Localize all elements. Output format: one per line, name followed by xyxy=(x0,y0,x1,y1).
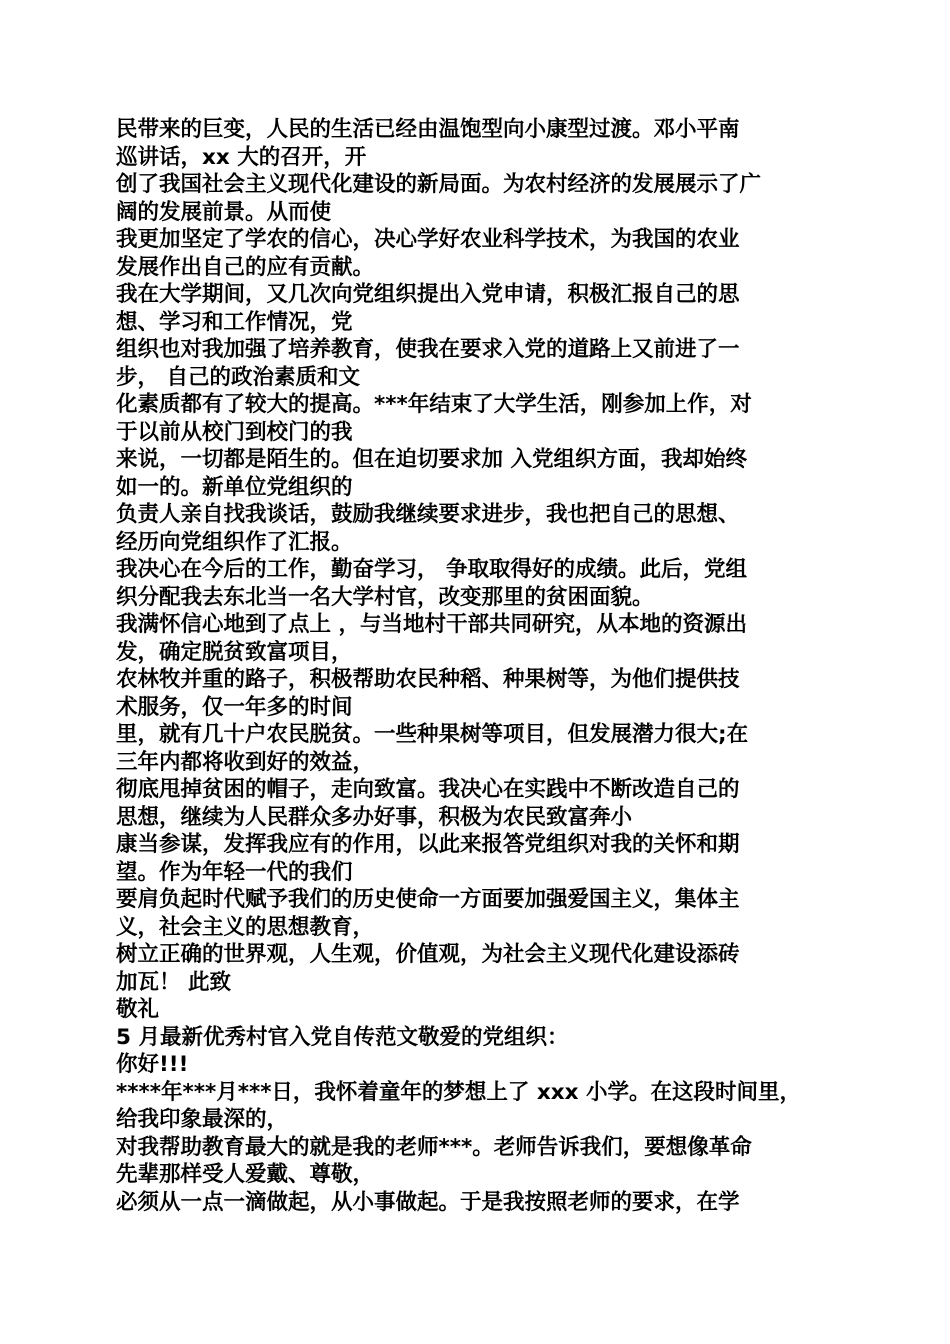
text-line: 必须从一点一滴做起，从小事做起。于是我按照老师的要求，在学 xyxy=(116,1189,740,1215)
text-line: 我在大学期间，又几次向党组织提出入党申请，积极汇报自己的思 xyxy=(116,282,740,307)
text-line: 康当参谋，发挥我应有的作用，以此来报答党组织对我的关怀和期 xyxy=(116,832,740,857)
text-line: 我更加坚定了学农的信心，决心学好农业科学技术，为我国的农业 xyxy=(116,227,740,252)
text-line: 术服务，仅一年多的时间 xyxy=(116,694,353,720)
text-line: 如一的。新单位党组织的 xyxy=(116,474,353,500)
text-line: 阔的发展前景。从而使 xyxy=(116,199,332,225)
text-line: 发展作出自己的应有贡献。 xyxy=(116,254,375,280)
text-line: 民带来的巨变，人民的生活已经由温饱型向小康型过渡。邓小平南 xyxy=(116,117,740,142)
text-line: 给我印象最深的， xyxy=(116,1107,289,1132)
text-line: 想、学习和工作情况，党 xyxy=(116,309,353,335)
text-line: 创了我国社会主义现代化建设的新局面。为农村经济的发展展示了广 xyxy=(116,172,762,197)
text-line: 5 月最新优秀村官入党自传范文敬爱的党组织： xyxy=(116,1024,569,1050)
text-line: 于以前从校门到校门的我 xyxy=(116,419,353,445)
text-line: 织分配我去东北当一名大学村官，改变那里的贫困面貌。 xyxy=(116,584,654,610)
text-line: 望。作为年轻一代的我们 xyxy=(116,859,353,885)
text-line: 经历向党组织作了汇报。 xyxy=(116,529,353,555)
text-line: 你好!!! xyxy=(116,1052,189,1077)
text-line: 化素质都有了较大的提高。***年结束了大学生活，刚参加上作，对 xyxy=(116,392,752,417)
text-line: 彻底甩掉贫困的帽子，走向致富。我决心在实践中不断改造自己的 xyxy=(116,777,740,802)
text-line: 步， 自己的政治素质和文 xyxy=(116,364,360,390)
text-line: 我满怀信心地到了点上 ，与当地村干部共同研究，从本地的资源出 xyxy=(116,612,747,637)
text-line: 发，确定脱贫致富项目， xyxy=(116,639,353,665)
text-line: 三年内都将收到好的效益， xyxy=(116,749,375,775)
text-line: 加瓦！ 此致 xyxy=(116,969,231,995)
text-line: 敬礼 xyxy=(116,997,160,1022)
text-line: 来说，一切都是陌生的。但在迫切要求加 入党组织方面，我却始终 xyxy=(116,447,747,472)
text-line: 义，社会主义的思想教育， xyxy=(116,914,375,940)
text-line: 思想，继续为人民群众多办好事，积极为农民致富奔小 xyxy=(116,804,633,830)
text-line: 里，就有几十户农民脱贫。一些种果树等项目，但发展潜力很大;在 xyxy=(116,722,749,747)
document-body-text xyxy=(116,116,836,1216)
text-line: 对我帮助教育最大的就是我的老师***。老师告诉我们，要想像革命 xyxy=(116,1134,752,1160)
text-line: 巡讲话，xx 大的召开，开 xyxy=(116,144,367,170)
text-line: ****年***月***日，我怀着童年的梦想上了 xxx 小学。在这段时间里， xyxy=(116,1079,802,1105)
text-line: 组织也对我加强了培养教育，使我在要求入党的道路上又前进了一 xyxy=(116,337,740,362)
text-line: 先辈那样受人爱戴、尊敬， xyxy=(116,1162,375,1187)
text-line: 农林牧并重的路子，积极帮助农民种稻、种果树等，为他们提供技 xyxy=(116,667,740,692)
text-line: 要肩负起时代赋予我们的历史使命一方面要加强爱国主义，集体主 xyxy=(116,887,740,912)
text-line: 负责人亲自找我谈话，鼓励我继续要求进步，我也把自己的思想、 xyxy=(116,502,740,527)
text-line: 树立正确的世界观，人生观，价值观，为社会主义现代化建设添砖 xyxy=(116,942,740,967)
text-line: 我决心在今后的工作，勤奋学习， 争取取得好的成绩。此后，党组 xyxy=(116,557,747,582)
